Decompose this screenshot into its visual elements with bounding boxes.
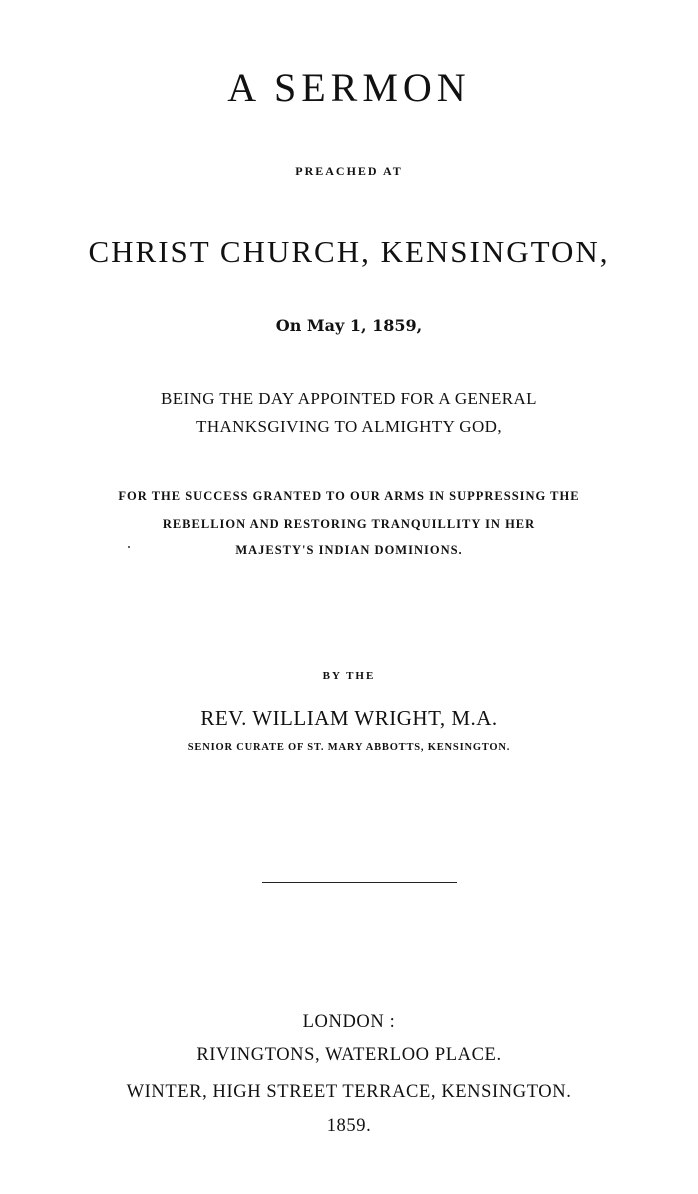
- sermon-title: A SERMON: [227, 65, 471, 110]
- purpose-line-2: REBELLION AND RESTORING TRANQUILLITY IN HER: [162, 517, 536, 531]
- imprint-publisher-2: WINTER, HIGH STREET TERRACE, KENSINGTON.: [126, 1082, 572, 1102]
- sermon-date: On May 1, 1859,: [275, 316, 423, 335]
- imprint-city: LONDON :: [302, 1012, 396, 1032]
- imprint-publisher-1: RIVINGTONS, WATERLOO PLACE.: [196, 1045, 502, 1065]
- occasion-line-2: THANKSGIVING TO ALMIGHTY GOD,: [196, 417, 502, 436]
- purpose-line-3: MAJESTY'S INDIAN DOMINIONS.: [235, 543, 463, 557]
- church-name: CHRIST CHURCH, KENSINGTON,: [88, 234, 610, 269]
- imprint-year: 1859.: [326, 1116, 372, 1136]
- ink-speck: [128, 546, 130, 548]
- preached-at-label: PREACHED AT: [295, 164, 403, 178]
- author-name: REV. WILLIAM WRIGHT, M.A.: [200, 706, 498, 730]
- by-the-label: BY THE: [322, 670, 376, 682]
- occasion-line-1: BEING THE DAY APPOINTED FOR A GENERAL: [161, 389, 537, 408]
- purpose-line-1: FOR THE SUCCESS GRANTED TO OUR ARMS IN SUPPRESSING THE: [118, 489, 580, 503]
- author-position: SENIOR CURATE OF ST. MARY ABBOTTS, KENSINGTON.: [187, 742, 511, 753]
- horizontal-rule: [262, 882, 457, 883]
